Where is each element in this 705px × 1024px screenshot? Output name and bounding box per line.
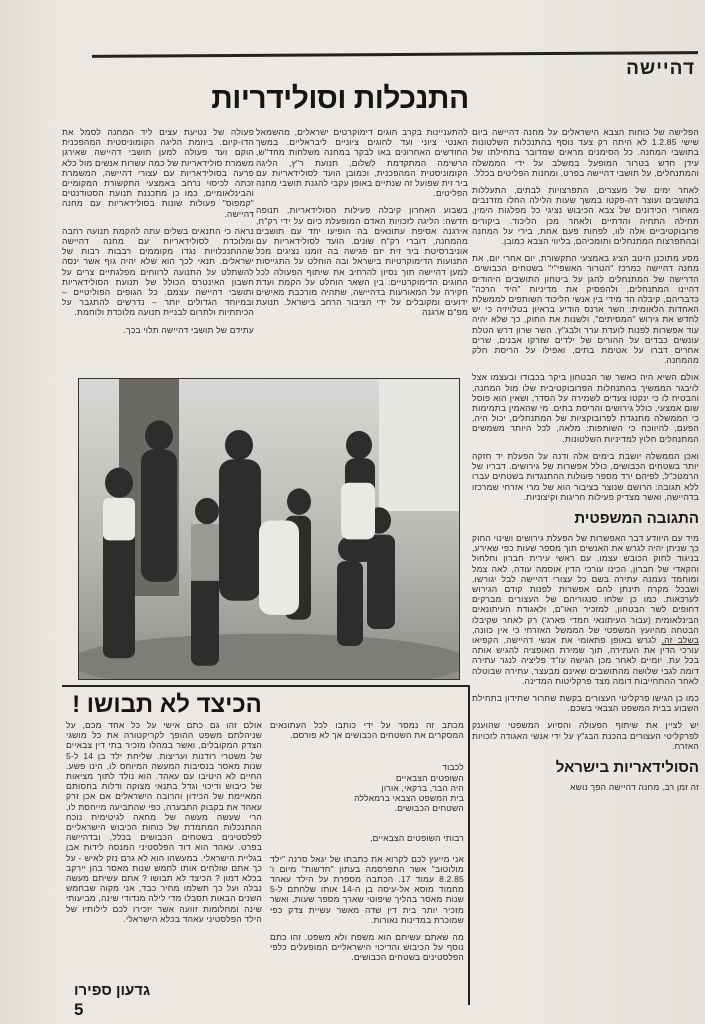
text: לגרש באופן פתאומי את אנשי דהיישה, הקפיאו עורכי הדין את העתירה, תוך שמירת האופציה להגיש אותה בכל עת. יומיים לאחר מכן הגישה עו"ד פליציה לנגר עתירה דומה לגבי שלושה מהתושבים שאינם מבעצר, עתירה שבוטלה לאחר ההתחייבות דומה מצד פרקליטות המדינה. bbox=[472, 634, 699, 686]
paragraph: מה שאתם עשיתם הוא משפח ולא משפט. זהו כתם נוסף על הכיבוש והדיכוי הישראליים המופעלים כלפי הפלסטינים בשטחים הכבושים. bbox=[270, 932, 464, 963]
photo-image bbox=[79, 379, 459, 679]
address-line: היה הבר, ברקאי, אורון bbox=[381, 782, 464, 793]
paragraph bbox=[472, 533, 699, 686]
paragraph: הפלישה של כוחות הצבא הישראלים על מחנה דהיישה ביום שישי 1.2.85 לא היתה רק צעד נוסף בהתנכלות השלטונות בתושבי המחנה. כל הסימנים מראים שמדובר בתחילתו של עידן חדש בטרור המופעל במשלב על ידי הממשלה והמתנחלים, על תושבי דהיישה בפרט, ומחנות הפליטים בכלל. bbox=[472, 127, 700, 178]
page-number: 5 bbox=[74, 1000, 84, 1019]
column-left bbox=[62, 127, 254, 335]
paragraph: ואכן הממשלה יושבת בימים אלה ודנה על הפעלת יד חזקה יותר בשטחים הכבושים, כולל אפשרות של גירושים. דבריו של הרמטכ"ל, לפיהם ירד מספר פעולות ההתנגדות בשטחים עברו ללא תגובה: הרושם שנוצר בציבור הוא של מרי אזרחי שמרכזו בדהיישה, ואשר מצדיק פעילות חריגות וקיצוניות. bbox=[472, 450, 699, 502]
paragraph: עתידם של תושבי דהיישה תלוי בכך. bbox=[123, 324, 254, 335]
paragraph: פעולה של נטיעת עצים ליד המחנה לסמל את הדו-קיום. ביוזמת הליגה הקומוניסטית המהפכנית הוקם ועד פעולה למען תושבי דהיישה שאירגן משמרת סולידאריות של כמה עשרות אנשים מול כלא פרעה בסולידאריות עם עצורי דהיישה, המשמרת זכתה לכיסוי נרחב באמצעי התקשורת המקומיים והבינלאומיים, כמו כן מתכננת תנועת הסטודנטים "קמפוס" פעולות שונות בסולידאריות עם מחנה דהיישה. bbox=[62, 127, 254, 219]
paragraph: נראה כי התנאים בשלים עתה להקמת תנועה רחבה ומלוכדת לסולידאריות עם מחנה דהיישה שההתנכלויות נגדו מקוממים רבבות רבות של ישראלים. תנאי לכך הוא שלא יהיה גוף אשר ינסה להשתלט על התנועה לרווחים מפלגתיים צרים על חשבון האינטרס הכולל של תנועת הסולידאריות ותושבי דהיישה עצמם. כל הגופים הפוליטיים – ובמיוחד הגדולים יותר – נדרשים להתגבר על הכיתתיות ולתרום לבניית תנועה מלוכדת ולוחמת. bbox=[62, 225, 254, 318]
photo-children bbox=[78, 378, 460, 680]
paragraph: בשבוע האחרון קיבלה פעילות הסולידאריות, תנופה חדשה: הליגה לזכויות האדם המופעלת כיום על ידי רק"ח, אירגנה אסיפת עתונאים בה הופיעו יחד עם תושבים מהמחנה, דוברי רק"ח שונים. הועד לסולידאריות עם אוניברסיטת ביר זית יזם פגישה בה זומנו נציגים מכל התנועות הדימוקרטיות בישראל ובה הוחלט על התגייסות למען דהיישה תוך נסיון להרחיב את שיתוף הפעולה לכל החוגים הדימוקרטיים: בין השאר הוחלט על הקמת ועדת חקירה על המאורעות בדהיישה, שתהיה מורכבת מאישים ידועים ומקובלים על ידי הציבור הרחב בישראל. תנועת מפ"ם ארגנה bbox=[256, 205, 468, 318]
subheading-legal-response: התגובה המשפטית bbox=[574, 509, 699, 527]
paragraph: זה זמן רב, מחנה דהיישה הפך נושא bbox=[570, 781, 699, 792]
author-signature: גדעון ספירו bbox=[74, 982, 151, 999]
headline: התנכלות וסולידריות bbox=[211, 82, 469, 115]
paragraph: אני מייעץ לכם לקרוא את כתבתו של יגאל סרנה "ילד מולוטוב" אשר התפרסמה בעתון "חדשות" מיום ו' 8.2.85 עמוד 17. הכתבה מספרת על הילד עאהד מחמוד מוסא אל-עיסה בן ה-14 אותו שלחתם ל-5 שנות מאסר בהליך שיפוטי שארך מספר שעות, ואשר מזכיר יותר בית דין שדה מאשר עשיית צדק כפי שמוכרת במדינות נאורות. bbox=[270, 853, 464, 925]
subheading-solidarity: הסולידאריות בישראל bbox=[555, 758, 699, 776]
underlined-text: בשלב זה, bbox=[661, 634, 700, 645]
letter-address bbox=[270, 762, 464, 813]
column-right bbox=[472, 127, 699, 799]
address-line: בית המשפט הצבאי ברמאללה bbox=[354, 793, 464, 804]
letter-title: הכיצד לא תבושו ! bbox=[72, 691, 262, 718]
paragraph: כמו כן הגישו פרקליטי העצורים בקשת שחרור שתידון בתחילת השבוע בבית המשפט הצבאי בשכם. bbox=[472, 692, 699, 714]
paragraph: לאחר ימים של מעצרים, התפרצויות לבתים, התעללות בתושבים ועוצר דה-פקטו במשך שעות הלילה החלו מזדנבים מאחורי הכידונים של צבא הכיבוש נציגי כל מפלגות הימין, תחילה התחיה והדתיים ולאחר מכן הליכוד. ביקורים פרובוקטיביים אלה לוו, לפחות פעם אחת, בירי על המחנה ובהתפרצות המתנחלים ותומכיהם, בליווי הצבא כמובן. bbox=[472, 185, 699, 247]
paragraph: יש לציין את שיתוף הפעולה והסיוע המשפטי שהוענק לפרקליטי העצורים בהכנת הבג"ץ על ידי אנשי האגודה לזכויות האזרח. bbox=[472, 720, 699, 751]
paragraph: אולם זהו גם כתם אישי על כל אחד מכם, על שניהלתם משפט ההופך לקריקטורה את כל מושגי הצדק המקובלים, ואשר במהלו מזכיר בתי דין צבאיים של משטרי רודנות ועריצות. שליחת ילד בן 14 ל-5 שנות מאסר בנסיבות המעשה המיוחס לו, הינו פשע. החיים לא היטיבו עם עאהד. הוא נולד לתוך מציאות של כיבוש ודיכוי וגדל בתנאי מצוקה ודלות בחסותם המאיימת של הכידון והרובה הישראלים אם אכן זרק עאהד את בקבוק התבערה, כפי שהתביעה מייחסת לו, הרי שעשה מעשה של מחאה לגיטימית נוכח ההתנכלות המתמדת של כוחות הכיבוש הישראליים לפלסטינים בשטחים הכבושים בכלל, ובדהיישה בפרט. עאהד הוא דוד הפלסטיני המנסה לידות אבן בגליית הישראלי. במעשהו הוא לא גרם נזק לאיש - על כך אתם שולחים אותו לחמש שנות מאסר בהן יירקב בכלא דמון ? הכיצד לא תבושו ? אתם עשיתם מעשה נבלה ועל כך תשלמו מחיר כבד, אני מקוה שבחמש השנים הבאות תסבלו מדי לילה מנדודי שינה, מביעותי שינה ומחלומות זוועה אשר יזכירו לכם לילותיו של הילד הפלסטיני עאהד בכלא הישראלי. bbox=[66, 720, 263, 924]
letter-column-left bbox=[66, 720, 262, 931]
letter-column-right bbox=[270, 720, 464, 970]
paragraph: מסע מתוכנן היטב הציג באמצעי התקשורת, יום אחרי יום, את מחנה דהיישה כמרכז "הטרור האשפי"י" בשטחים הכבושים. הדרישה של המתנחלים להגן על ביטחון התושבים היהודים דהיינו המתנחלים, ולהפסיק את מדיניות "היד הרכה" כדבריהם, קיבלה הד מידי בין אנשי הליכוד השותפים לממשלת האחדות הלאומית: השר ארנס הודיע בראיון בטלויזיה כי יש לחדש את גירוש "המסיתים", ולשנות את החוק, כך שלא יהיה עוד אפשרות לפנות לועדת ערר ולבג"ץ. השר שרון דרש הטלת עונשים כבדים על ההורים של ילדים שזרקו אבנים, שרים אחרים דברו על אטימת בתים, ואפילו על הריסת חלק מהמחנה. bbox=[472, 253, 699, 366]
address-line: השופטים הצבאיים bbox=[395, 772, 464, 783]
letter-salutation: רבותי השופטים הצבאיים, bbox=[370, 833, 464, 844]
paragraph: להתעניינות בקרב חוגים דימוקרטים ישראלים, מהשמאל האנטי ציוני ועד לחוגים ציוניים ליבראליים. במשך החודשים האחרונים באו לבקר במחנה משלחות מחד"ש, הרשימה המתקדמת לשלום, תנועת ר"ץ, הליגה הקומוניסטית המהפכנית, וכמובן הועד לסולידאריות עם ביר זית שפועל זה שנתיים באופן עקבי להגנת תושבי מחנה הפליטים. bbox=[256, 127, 468, 199]
address-line: השטחים הכבושים. bbox=[394, 803, 464, 814]
text: מיד עם היוודע דבר האפשרות של הפעלת גירושים ושינוי החוק כך שניתן יהיה לגרש את האנשים תוך מספר שעות כפי שאירע, בניגוד לחוק הכובש עצמו, עם ראשי עירית חברון וחלחול והקאדי של חברון, הכינו עורכי הדין אוסמה עודה, לאה צמל ומוחמד נעמנה עתירה בשם כל עצורי דהיישה לבל יגורשו, ושבכל מקרה תינתן להם אפשרות לפנות קודם הגירוש לערכאות. כמו כן שלחו סנגוריהם של העצורים מברקים דחופים לשר הבטחון, למזכיר האו"ם, ולאגודת העיתונאים הבינלאומית (עבור העיתונאי חמדי פארג') רק לאחר שקיבלו הבטחה מהיועץ המשפטי של הממשל האזרחי כי אין כוונה, bbox=[472, 532, 699, 635]
address-line: לכבוד bbox=[442, 762, 464, 773]
paragraph: אולם השיא היה כאשר שר הבטחון ביקר בכבודו ובעצמו אצל לויבגר הממשיך בהתנחלות הפרובוקטיבית שלו מול המחנה, והבטיח לו כי ינקטו צעדים לשמירה על הסדר, ושאין הוא פוסל שום אמצעי, כולל גירושים והריסת בתים. מי שהאמין בתמימות כי הממשלה מתנגדת לפרובוקציות של המתנחלים, יכול היה, הפעם, להיווכח כי השותפות: מלאה, לכל היותר משמשים המתנחלים חלוץ למדיניות השלטונות. bbox=[472, 372, 699, 444]
letter-intro: מכתב זה נמסר על ידי כותבו לכל העתונאים המסקרים את השטחים הכבושים אך לא פורסם. bbox=[270, 720, 464, 741]
column-middle bbox=[256, 127, 468, 325]
section-label: דהיישה bbox=[626, 58, 695, 79]
